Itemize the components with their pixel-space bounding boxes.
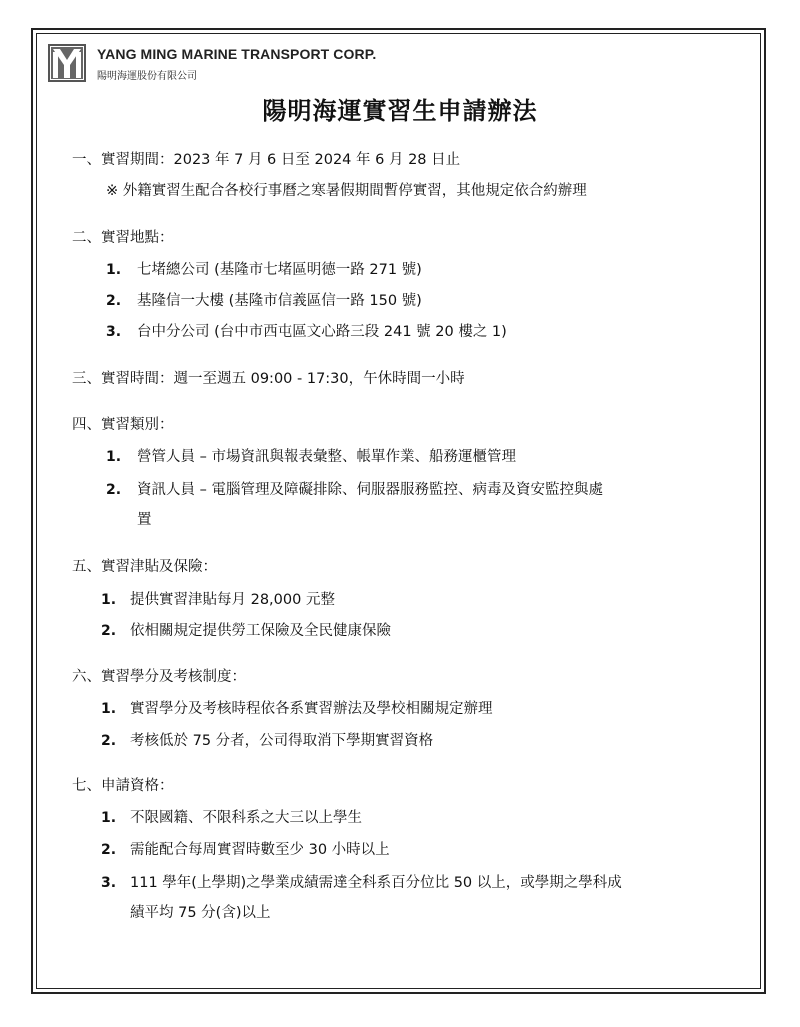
list-item: 不限國籍、不限科系之大三以上學生 <box>130 810 362 826</box>
list-item: 實習學分及考核時程依各系實習辦法及學校相關規定辦理 <box>130 701 493 717</box>
section-heading-eligibility: 七、申請資格： <box>72 778 174 794</box>
list-item: 考核低於 75 分者，公司得取消下學期實習資格 <box>130 733 434 749</box>
note-foreign-interns: ※ 外籍實習生配合各校行事曆之寒暑假期間暫停實習，其他規定依合約辦理 <box>106 183 587 199</box>
yang-ming-logo-icon <box>48 44 86 82</box>
list-item-continuation: 置 <box>137 512 152 528</box>
list-item: 營管人員 – 市場資訊與報表彙整、帳單作業、船務運櫃管理 <box>137 449 516 465</box>
list-item-number: 1. <box>101 810 117 826</box>
company-name-chinese: 陽明海運股份有限公司 <box>97 71 197 82</box>
list-item-continuation: 績平均 75 分(含)以上 <box>130 905 271 921</box>
section-heading-hours: 三、實習時間：週一至週五 09:00 - 17:30，午休時間一小時 <box>72 371 465 387</box>
list-item: 需能配合每周實習時數至少 30 小時以上 <box>130 842 390 858</box>
list-item: 資訊人員 – 電腦管理及障礙排除、伺服器服務監控、病毒及資安監控與處 <box>137 482 603 498</box>
list-item-number: 2. <box>101 842 117 858</box>
section-heading-period: 一、實習期間：2023 年 7 月 6 日至 2024 年 6 月 28 日止 <box>72 152 461 168</box>
list-item: 提供實習津貼每月 28,000 元整 <box>130 592 335 608</box>
list-item-number: 2. <box>101 733 117 749</box>
section-heading-credits: 六、實習學分及考核制度： <box>72 669 246 685</box>
list-item-number: 1. <box>101 592 117 608</box>
list-item: 依相關規定提供勞工保險及全民健康保險 <box>130 623 391 639</box>
list-item-number: 2. <box>106 293 122 309</box>
list-item: 基隆信一大樓 (基隆市信義區信一路 150 號) <box>137 293 422 309</box>
section-heading-category: 四、實習類別： <box>72 417 174 433</box>
list-item-number: 2. <box>101 623 117 639</box>
document-title: 陽明海運實習生申請辦法 <box>262 97 538 125</box>
list-item-number: 1. <box>106 449 122 465</box>
list-item-number: 1. <box>101 701 117 717</box>
list-item-number: 2. <box>106 482 122 498</box>
list-item: 111 學年(上學期)之學業成績需達全科系百分位比 50 以上，或學期之學科成 <box>130 875 622 891</box>
company-name-english: YANG MING MARINE TRANSPORT CORP. <box>97 46 377 62</box>
list-item: 七堵總公司 (基隆市七堵區明德一路 271 號) <box>137 262 422 278</box>
list-item: 台中分公司 (台中市西屯區文心路三段 241 號 20 樓之 1) <box>137 324 507 340</box>
list-item-number: 1. <box>106 262 122 278</box>
section-heading-allowance: 五、實習津貼及保險： <box>72 559 217 575</box>
section-heading-location: 二、實習地點： <box>72 230 174 246</box>
list-item-number: 3. <box>106 324 122 340</box>
list-item-number: 3. <box>101 875 117 891</box>
